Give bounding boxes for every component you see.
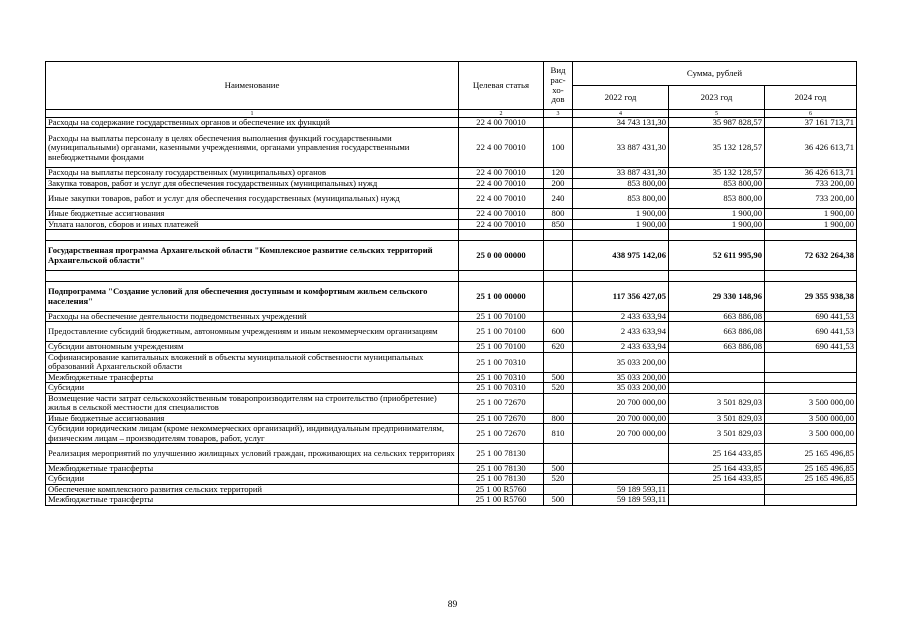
row-code: 22 4 00 70010 — [459, 219, 544, 229]
row-expense-type: 600 — [544, 322, 573, 342]
row-sum-2024: 25 165 496,85 — [765, 474, 857, 484]
row-code: 25 1 00 70100 — [459, 322, 544, 342]
row-sum-2022: 853 800,00 — [573, 189, 669, 209]
row-sum-2024 — [765, 495, 857, 505]
table-row — [46, 413, 857, 423]
row-name: Расходы на содержание государственных органов и обеспечение их функций — [46, 118, 459, 128]
table-row — [46, 178, 857, 188]
row-code: 25 1 00 78130 — [459, 444, 544, 464]
row-sum-2022: 34 743 131,30 — [573, 118, 669, 128]
row-code: 25 0 00 00000 — [459, 241, 544, 271]
row-name: Иные бюджетные ассигнования — [46, 413, 459, 423]
table-row — [46, 219, 857, 229]
row-sum-2024: 72 632 264,38 — [765, 241, 857, 271]
column-number: 5 — [669, 110, 765, 118]
budget-table — [45, 61, 857, 506]
row-sum-2023: 663 886,08 — [669, 312, 765, 322]
row-name: Обеспечение комплексного развития сельских территорий — [46, 484, 459, 494]
row-sum-2023 — [669, 484, 765, 494]
row-sum-2022: 59 189 593,11 — [573, 484, 669, 494]
table-row — [46, 383, 857, 393]
row-sum-2024: 3 500 000,00 — [765, 424, 857, 444]
row-sum-2024: 1 900,00 — [765, 209, 857, 219]
row-sum-2023: 25 164 433,85 — [669, 444, 765, 464]
row-sum-2024: 25 165 496,85 — [765, 464, 857, 474]
row-sum-2024: 733 200,00 — [765, 178, 857, 188]
row-code: 25 1 00 70100 — [459, 342, 544, 352]
row-name: Подпрограмма "Создание условий для обеспечения доступным и комфортным жильем сельского населения" — [46, 282, 459, 312]
column-number: 3 — [544, 110, 573, 118]
row-code: 22 4 00 70010 — [459, 168, 544, 178]
row-expense-type: 500 — [544, 495, 573, 505]
row-expense-type — [544, 241, 573, 271]
row-sum-2022: 117 356 427,05 — [573, 282, 669, 312]
row-code: 25 1 00 70310 — [459, 383, 544, 393]
table-row — [46, 444, 857, 464]
row-sum-2023: 3 501 829,03 — [669, 413, 765, 423]
row-name: Субсидии автономным учреждениям — [46, 342, 459, 352]
row-expense-type: 800 — [544, 209, 573, 219]
row-sum-2024: 690 441,53 — [765, 342, 857, 352]
row-expense-type — [544, 393, 573, 413]
header-year-2024: 2024 год — [765, 86, 857, 110]
row-name: Межбюджетные трансферты — [46, 495, 459, 505]
row-name: Субсидии юридическим лицам (кроме некоммерческих организаций), индивидуальным предпринимателям, физическим лицам – производителям товаров, работ, услуг — [46, 424, 459, 444]
row-expense-type — [544, 484, 573, 494]
row-code: 25 1 00 78130 — [459, 464, 544, 474]
table-row — [46, 189, 857, 209]
row-expense-type: 200 — [544, 178, 573, 188]
row-code: 22 4 00 70010 — [459, 128, 544, 168]
row-sum-2022: 35 033 200,00 — [573, 352, 669, 372]
row-name: Предоставление субсидий бюджетным, автономным учреждениям и иным некоммерческим организациям — [46, 322, 459, 342]
row-code: 25 1 00 00000 — [459, 282, 544, 312]
row-name: Расходы на выплаты персоналу в целях обеспечения выполнения функций государственными (муниципальными) органами, казенными учреждениями, органами управления государственными внебюджетными фондами — [46, 128, 459, 168]
row-expense-type: 500 — [544, 464, 573, 474]
row-sum-2022 — [573, 464, 669, 474]
row-name: Субсидии — [46, 383, 459, 393]
row-sum-2024: 25 165 496,85 — [765, 444, 857, 464]
table-row — [46, 209, 857, 219]
row-sum-2022: 35 033 200,00 — [573, 372, 669, 382]
row-expense-type: 520 — [544, 474, 573, 484]
table-row — [46, 342, 857, 352]
row-sum-2022: 853 800,00 — [573, 178, 669, 188]
table-row — [46, 128, 857, 168]
row-sum-2024: 36 426 613,71 — [765, 128, 857, 168]
row-code: 22 4 00 70010 — [459, 189, 544, 209]
row-sum-2024 — [765, 372, 857, 382]
table-row-subprogram — [46, 282, 857, 312]
row-sum-2023: 663 886,08 — [669, 342, 765, 352]
row-name: Государственная программа Архангельской области "Комплексное развитие сельских территорий Архангельской области" — [46, 241, 459, 271]
row-sum-2023: 3 501 829,03 — [669, 424, 765, 444]
row-expense-type: 240 — [544, 189, 573, 209]
row-expense-type: 810 — [544, 424, 573, 444]
blank-row — [46, 271, 857, 282]
row-name: Субсидии — [46, 474, 459, 484]
header-year-2022: 2022 год — [573, 86, 669, 110]
row-name: Возмещение части затрат сельскохозяйственным товаропроизводителям на строительство (приобретение) жилья в сельской местности для специалистов — [46, 393, 459, 413]
row-name: Иные бюджетные ассигнования — [46, 209, 459, 219]
row-code: 22 4 00 70010 — [459, 118, 544, 128]
table-row — [46, 168, 857, 178]
page-number: 89 — [447, 600, 458, 610]
row-sum-2022: 20 700 000,00 — [573, 393, 669, 413]
row-expense-type: 800 — [544, 413, 573, 423]
header-name: Наименование — [46, 62, 459, 110]
row-code: 25 1 00 72670 — [459, 393, 544, 413]
row-sum-2023: 35 132 128,57 — [669, 128, 765, 168]
blank-row — [46, 230, 857, 241]
row-code: 25 1 00 70310 — [459, 352, 544, 372]
column-number: 6 — [765, 110, 857, 118]
row-name: Расходы на обеспечение деятельности подведомственных учреждений — [46, 312, 459, 322]
row-code: 25 1 00 R5760 — [459, 484, 544, 494]
row-sum-2022 — [573, 444, 669, 464]
row-sum-2023: 853 800,00 — [669, 189, 765, 209]
row-expense-type: 850 — [544, 219, 573, 229]
table-row — [46, 495, 857, 505]
row-sum-2023: 35 132 128,57 — [669, 168, 765, 178]
row-name: Уплата налогов, сборов и иных платежей — [46, 219, 459, 229]
row-code: 25 1 00 72670 — [459, 424, 544, 444]
row-sum-2022: 2 433 633,94 — [573, 322, 669, 342]
row-sum-2024: 1 900,00 — [765, 219, 857, 229]
row-sum-2022: 438 975 142,06 — [573, 241, 669, 271]
row-expense-type — [544, 118, 573, 128]
row-expense-type — [544, 444, 573, 464]
row-expense-type: 120 — [544, 168, 573, 178]
row-code: 25 1 00 70310 — [459, 372, 544, 382]
row-sum-2022: 33 887 431,30 — [573, 168, 669, 178]
row-expense-type: 500 — [544, 372, 573, 382]
row-sum-2024 — [765, 352, 857, 372]
row-name: Межбюджетные трансферты — [46, 464, 459, 474]
row-name: Межбюджетные трансферты — [46, 372, 459, 382]
header-sum: Сумма, рублей — [573, 62, 857, 86]
row-sum-2024: 690 441,53 — [765, 322, 857, 342]
table-row — [46, 393, 857, 413]
row-sum-2024: 37 161 713,71 — [765, 118, 857, 128]
row-sum-2024 — [765, 484, 857, 494]
row-sum-2023 — [669, 352, 765, 372]
row-sum-2023: 25 164 433,85 — [669, 464, 765, 474]
row-sum-2022: 2 433 633,94 — [573, 342, 669, 352]
row-sum-2023: 29 330 148,96 — [669, 282, 765, 312]
row-sum-2023: 25 164 433,85 — [669, 474, 765, 484]
row-sum-2022: 2 433 633,94 — [573, 312, 669, 322]
row-sum-2022: 35 033 200,00 — [573, 383, 669, 393]
row-expense-type: 520 — [544, 383, 573, 393]
row-sum-2024: 36 426 613,71 — [765, 168, 857, 178]
row-sum-2023: 1 900,00 — [669, 209, 765, 219]
table-row — [46, 352, 857, 372]
row-code: 22 4 00 70010 — [459, 209, 544, 219]
row-code: 25 1 00 72670 — [459, 413, 544, 423]
row-sum-2022: 59 189 593,11 — [573, 495, 669, 505]
row-name: Софинансирование капитальных вложений в объекты муниципальной собственности муниципальных образований Архангельской области — [46, 352, 459, 372]
row-expense-type — [544, 352, 573, 372]
row-sum-2023: 52 611 995,90 — [669, 241, 765, 271]
row-sum-2022: 33 887 431,30 — [573, 128, 669, 168]
row-sum-2023 — [669, 372, 765, 382]
row-sum-2022: 1 900,00 — [573, 209, 669, 219]
table-row — [46, 118, 857, 128]
row-expense-type: 620 — [544, 342, 573, 352]
column-number: 4 — [573, 110, 669, 118]
row-sum-2024: 3 500 000,00 — [765, 413, 857, 423]
column-number-row — [46, 110, 857, 118]
header-row-top — [46, 62, 857, 86]
row-sum-2023: 853 800,00 — [669, 178, 765, 188]
row-name: Расходы на выплаты персоналу государственных (муниципальных) органов — [46, 168, 459, 178]
table-row — [46, 474, 857, 484]
row-sum-2024 — [765, 383, 857, 393]
row-sum-2023: 663 886,08 — [669, 322, 765, 342]
header-expense-type: Вид рас-хо-дов — [544, 62, 573, 110]
row-sum-2023: 3 501 829,03 — [669, 393, 765, 413]
row-expense-type: 100 — [544, 128, 573, 168]
row-expense-type — [544, 312, 573, 322]
row-sum-2022: 20 700 000,00 — [573, 413, 669, 423]
row-sum-2022: 1 900,00 — [573, 219, 669, 229]
table-row — [46, 322, 857, 342]
table-row — [46, 312, 857, 322]
row-sum-2023 — [669, 383, 765, 393]
row-code: 22 4 00 70010 — [459, 178, 544, 188]
row-sum-2023 — [669, 495, 765, 505]
column-number: 2 — [459, 110, 544, 118]
column-number: 1 — [46, 110, 459, 118]
row-sum-2023: 35 987 828,57 — [669, 118, 765, 128]
row-code: 25 1 00 70100 — [459, 312, 544, 322]
row-sum-2024: 733 200,00 — [765, 189, 857, 209]
table-row-program — [46, 241, 857, 271]
table-row — [46, 424, 857, 444]
header-year-2023: 2023 год — [669, 86, 765, 110]
row-sum-2024: 690 441,53 — [765, 312, 857, 322]
table-row — [46, 484, 857, 494]
table-row — [46, 372, 857, 382]
row-sum-2022: 20 700 000,00 — [573, 424, 669, 444]
row-expense-type — [544, 282, 573, 312]
table-row — [46, 464, 857, 474]
row-sum-2024: 29 355 938,38 — [765, 282, 857, 312]
row-code: 25 1 00 78130 — [459, 474, 544, 484]
row-sum-2022 — [573, 474, 669, 484]
row-code: 25 1 00 R5760 — [459, 495, 544, 505]
row-sum-2023: 1 900,00 — [669, 219, 765, 229]
row-sum-2024: 3 500 000,00 — [765, 393, 857, 413]
header-target-article: Целевая статья — [459, 62, 544, 110]
row-name: Реализация мероприятий по улучшению жилищных условий граждан, проживающих на сельских территориях — [46, 444, 459, 464]
row-name: Закупка товаров, работ и услуг для обеспечения государственных (муниципальных) нужд — [46, 178, 459, 188]
row-name: Иные закупки товаров, работ и услуг для обеспечения государственных (муниципальных) нужд — [46, 189, 459, 209]
